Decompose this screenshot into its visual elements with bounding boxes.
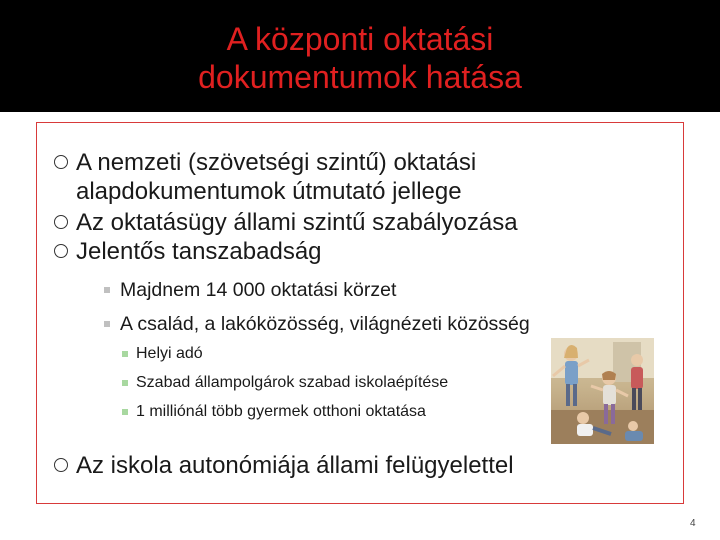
children-photo — [551, 338, 654, 444]
square-bullet-icon — [122, 409, 128, 415]
bullet-text: Az oktatásügy állami szintű szabályozása — [76, 209, 518, 236]
sub-bullet-text: Majdnem 14 000 oktatási körzet — [120, 279, 397, 301]
sub-sub-bullet-local-tax — [122, 344, 203, 364]
bullet-text: Jelentős tanszabadság — [76, 238, 322, 265]
square-bullet-icon — [122, 351, 128, 357]
children-photo-illustration — [551, 338, 654, 444]
bullet-school-autonomy — [54, 451, 514, 480]
slide-title — [0, 20, 720, 96]
bullet-national-documents — [54, 148, 476, 206]
slide-title-line-2: dokumentumok hatása — [198, 59, 522, 95]
slide-number: 4 — [690, 518, 696, 529]
sub-sub-bullet-text: 1 milliónál több gyermek otthoni oktatása — [136, 403, 426, 420]
bullet-state-regulation — [54, 208, 518, 237]
slide-title-line-1: A központi oktatási — [226, 21, 494, 57]
circle-bullet-icon — [54, 458, 68, 472]
sub-bullet-districts — [104, 278, 396, 302]
sub-bullet-community — [104, 312, 530, 336]
sub-sub-bullet-school-building — [122, 373, 448, 393]
circle-bullet-icon — [54, 215, 68, 229]
circle-bullet-icon — [54, 155, 68, 169]
square-bullet-icon — [122, 380, 128, 386]
bullet-text: A nemzeti (szövetségi szintű) oktatási — [76, 149, 477, 176]
sub-sub-bullet-text: Helyi adó — [136, 345, 203, 362]
circle-bullet-icon — [54, 244, 68, 258]
bullet-text: Az iskola autonómiája állami felügyelettel — [76, 452, 514, 479]
sub-bullet-text: A család, a lakóközösség, világnézeti közösség — [120, 313, 530, 335]
square-bullet-icon — [104, 321, 110, 327]
bullet-academic-freedom — [54, 237, 322, 266]
sub-sub-bullet-text: Szabad állampolgárok szabad iskolaépítése — [136, 374, 449, 391]
sub-sub-bullet-homeschooling — [122, 402, 426, 422]
bullet-text-continued: alapdokumentumok útmutató jellege — [76, 178, 462, 205]
square-bullet-icon — [104, 287, 110, 293]
